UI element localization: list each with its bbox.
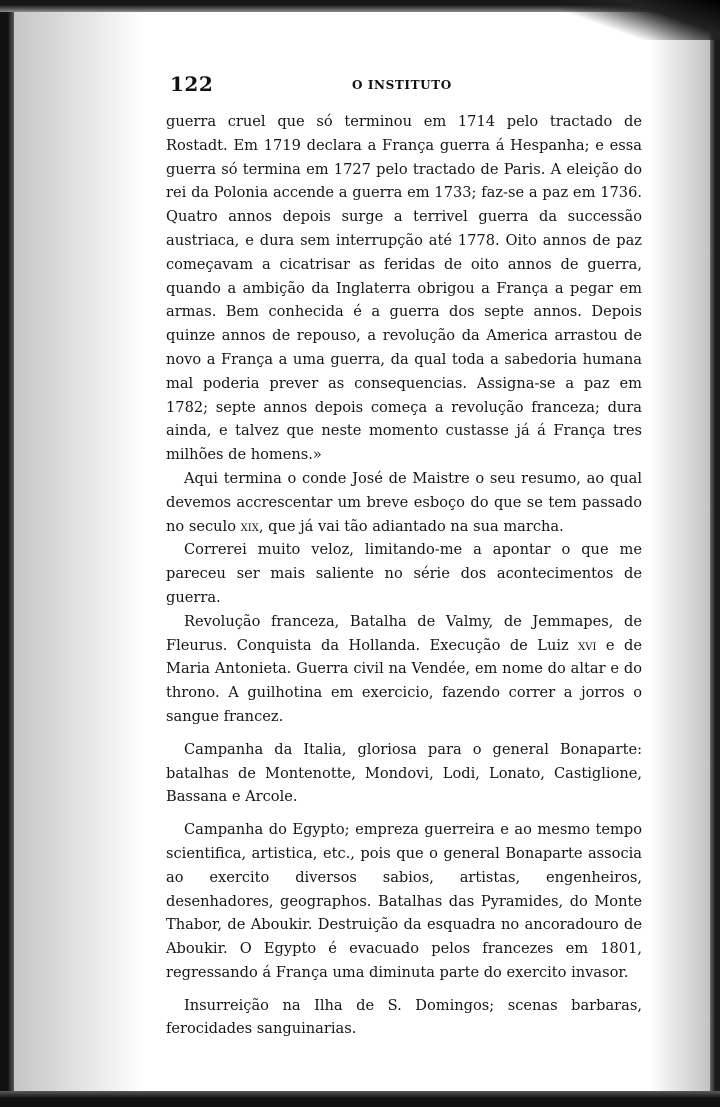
paragraph-text: Campanha do Egypto; empreza guerreira e ao mesmo tempo scientifica, artistica, etc., pois que o general Bonaparte associa ao exercito diversos sabios, artistas, engenheiros, desenhadores, geographos. Batalhas das Pyramides, do Monte Thabor, de Aboukir. Destruição da esquadra no ancoradouro de Aboukir. O Egypto é evacuado pelos francezes em 1801, regressando á França uma diminuta parte do exercito invasor. (166, 821, 642, 981)
running-title: O INSTITUTO (352, 78, 452, 92)
roman-numeral: xvi (578, 636, 597, 654)
roman-numeral: xix (240, 517, 259, 535)
paragraph-text: , que já vai tão adiantado na sua marcha. (258, 517, 564, 535)
scan-border-right (710, 0, 720, 1107)
paragraph-text: Aqui termina o conde José de Maistre o seu resumo, ao qual devemos accrescentar um breve esboço do que se tem passado no seculo (166, 469, 642, 535)
paragraph (166, 110, 642, 467)
paragraph (166, 738, 642, 809)
page-header (170, 72, 640, 98)
paragraph-text: Revolução franceza, Batalha de Valmy, de Jemmapes, de Fleurus. Conquista da Hollanda. Execução de Luiz (166, 612, 642, 654)
body-text (166, 110, 642, 1041)
paragraph-text: Campanha da Italia, gloriosa para o general Bonaparte: batalhas de Montenotte, Mondovi, Lodi, Lonato, Castiglione, Bassana e Arcole. (166, 740, 642, 806)
paragraph-text: Insurreição na Ilha de S. Domingos; scenas barbaras, ferocidades sanguinarias. (166, 996, 642, 1038)
paragraph (166, 538, 642, 609)
scan-border-bottom (0, 1091, 720, 1107)
page-curve-shadow-right (650, 12, 710, 1092)
page-curve-shadow-left (14, 12, 144, 1092)
scan-border-left (0, 0, 14, 1107)
paragraph (166, 610, 642, 729)
paragraph-text: Correrei muito veloz, limitando-me a apontar o que me pareceu ser mais saliente no série dos acontecimentos de guerra. (166, 541, 642, 606)
scan-corner-shadow (560, 0, 720, 40)
paragraph (166, 818, 642, 985)
paragraph (166, 994, 642, 1042)
paragraph-text: guerra cruel que só terminou em 1714 pelo tractado de Rostadt. Em 1719 declara a França guerra á Hespanha; e essa guerra só termina em 1727 pelo tractado de Paris. A eleição do rei da Polonia accende a guerra em 1733; faz-se a paz em 1736. Quatro annos depois surge a terrivel guerra da successão austriaca, e dura sem interrupção até 1778. Oito annos de paz começavam a cicatrisar as feridas de oito annos de guerra, quando a ambição da Inglaterra obrigou a França a pegar em armas. Bem conhecida é a guerra dos septe annos. Depois quinze annos de repouso, a revolução da America arrastou de novo a França a uma guerra, da qual toda a sabedoria humana mal poderia prever as consequencias. Assigna-se a paz em 1782; septe annos depois começa a revolução franceza; dura ainda, e talvez que neste momento custasse já á França tres milhões de homens.» (166, 113, 642, 464)
paragraph-text: e de Maria Antonieta. Guerra civil na Vendée, em nome do altar e do throno. A guilhotina em exercicio, fazendo correr a jorros o sangue francez. (166, 636, 642, 725)
page-number: 122 (170, 72, 214, 96)
paragraph (166, 467, 642, 538)
